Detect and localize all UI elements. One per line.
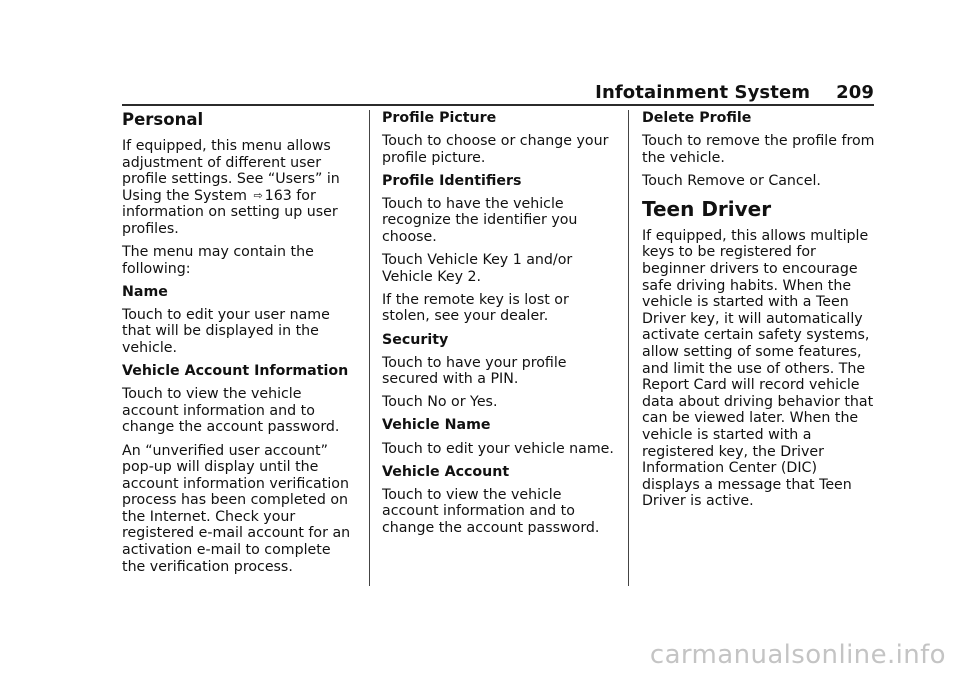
personal-intro-text-end: for information on setting up user profiles. [122,187,338,237]
column-divider-right [628,110,629,586]
teen-driver-heading: Teen Driver [642,196,772,221]
profile-identifiers-description: Touch to have the vehicle recognize the identifier you choose. [382,195,578,246]
name-description: Touch to edit your user name that will be displayed in the vehicle. [122,306,330,357]
vehicle-account-info-description: Touch to view the vehicle account information and to change the account password. [122,386,340,436]
profile-identifiers-subheading: Profile Identifiers [382,172,522,189]
cross-reference-arrow-icon: ⇨ [253,188,263,202]
security-description: Touch to have your profile secured with a PIN. [382,354,567,388]
column-divider-left [369,110,370,586]
section-title: Infotainment System [595,82,811,103]
personal-intro-ref-page[interactable]: 163 [264,187,292,204]
vehicle-account-subheading: Vehicle Account [382,463,510,480]
personal-intro-text: If equipped, this menu allows adjustment of different user profile settings. See “Users” in Using the System [122,138,340,204]
profile-identifiers-lost-key: If the remote key is lost or stolen, see your dealer. [382,291,569,325]
column-personal [122,110,358,582]
header-rule [122,104,874,106]
vehicle-account-description: Touch to view the vehicle account information and to change the account password. [382,486,600,536]
personal-heading: Personal [122,110,204,129]
personal-intro [122,138,358,238]
profile-identifiers-keys: Touch Vehicle Key 1 and/or Vehicle Key 2. [382,252,573,285]
watermark: carmanualsonline.info [649,640,946,670]
security-subheading: Security [382,331,449,348]
page-number: 209 [836,82,874,103]
teen-driver-description: If equipped, this allows multiple keys to be registered for beginner drivers to encourage safe driving habits. When the vehicle is started with a Teen Driver key, it will automatically activate certain safety systems, allow setting of some features, and limit the use of others. The Report Card will record vehicle data about driving behavior that can be viewed later. When the vehicle is started with a registered key, the Driver Information Center (DIC) displays a message that Teen Driver is active. [642,227,874,510]
delete-profile-subheading: Delete Profile [642,110,752,126]
vehicle-account-info-subheading: Vehicle Account Information [122,363,349,380]
profile-picture-subheading: Profile Picture [382,110,497,126]
column-teen-driver [642,110,878,516]
running-header [595,82,874,103]
column-profile [382,110,618,543]
security-options: Touch No or Yes. [382,394,498,411]
unverified-account-note: An “unverified user account” pop-up will display until the account information verification process has been completed on the Internet. Check your registered e-mail account for an activation e-mail to complete the verification process. [122,442,351,575]
delete-profile-options: Touch Remove or Cancel. [642,172,821,189]
vehicle-name-subheading: Vehicle Name [382,417,491,434]
profile-picture-description: Touch to choose or change your profile picture. [382,133,609,166]
delete-profile-description: Touch to remove the profile from the vehicle. [642,133,875,166]
menu-contains-text: The menu may contain the following: [122,244,314,277]
vehicle-name-description: Touch to edit your vehicle name. [382,440,614,457]
name-subheading: Name [122,283,168,300]
